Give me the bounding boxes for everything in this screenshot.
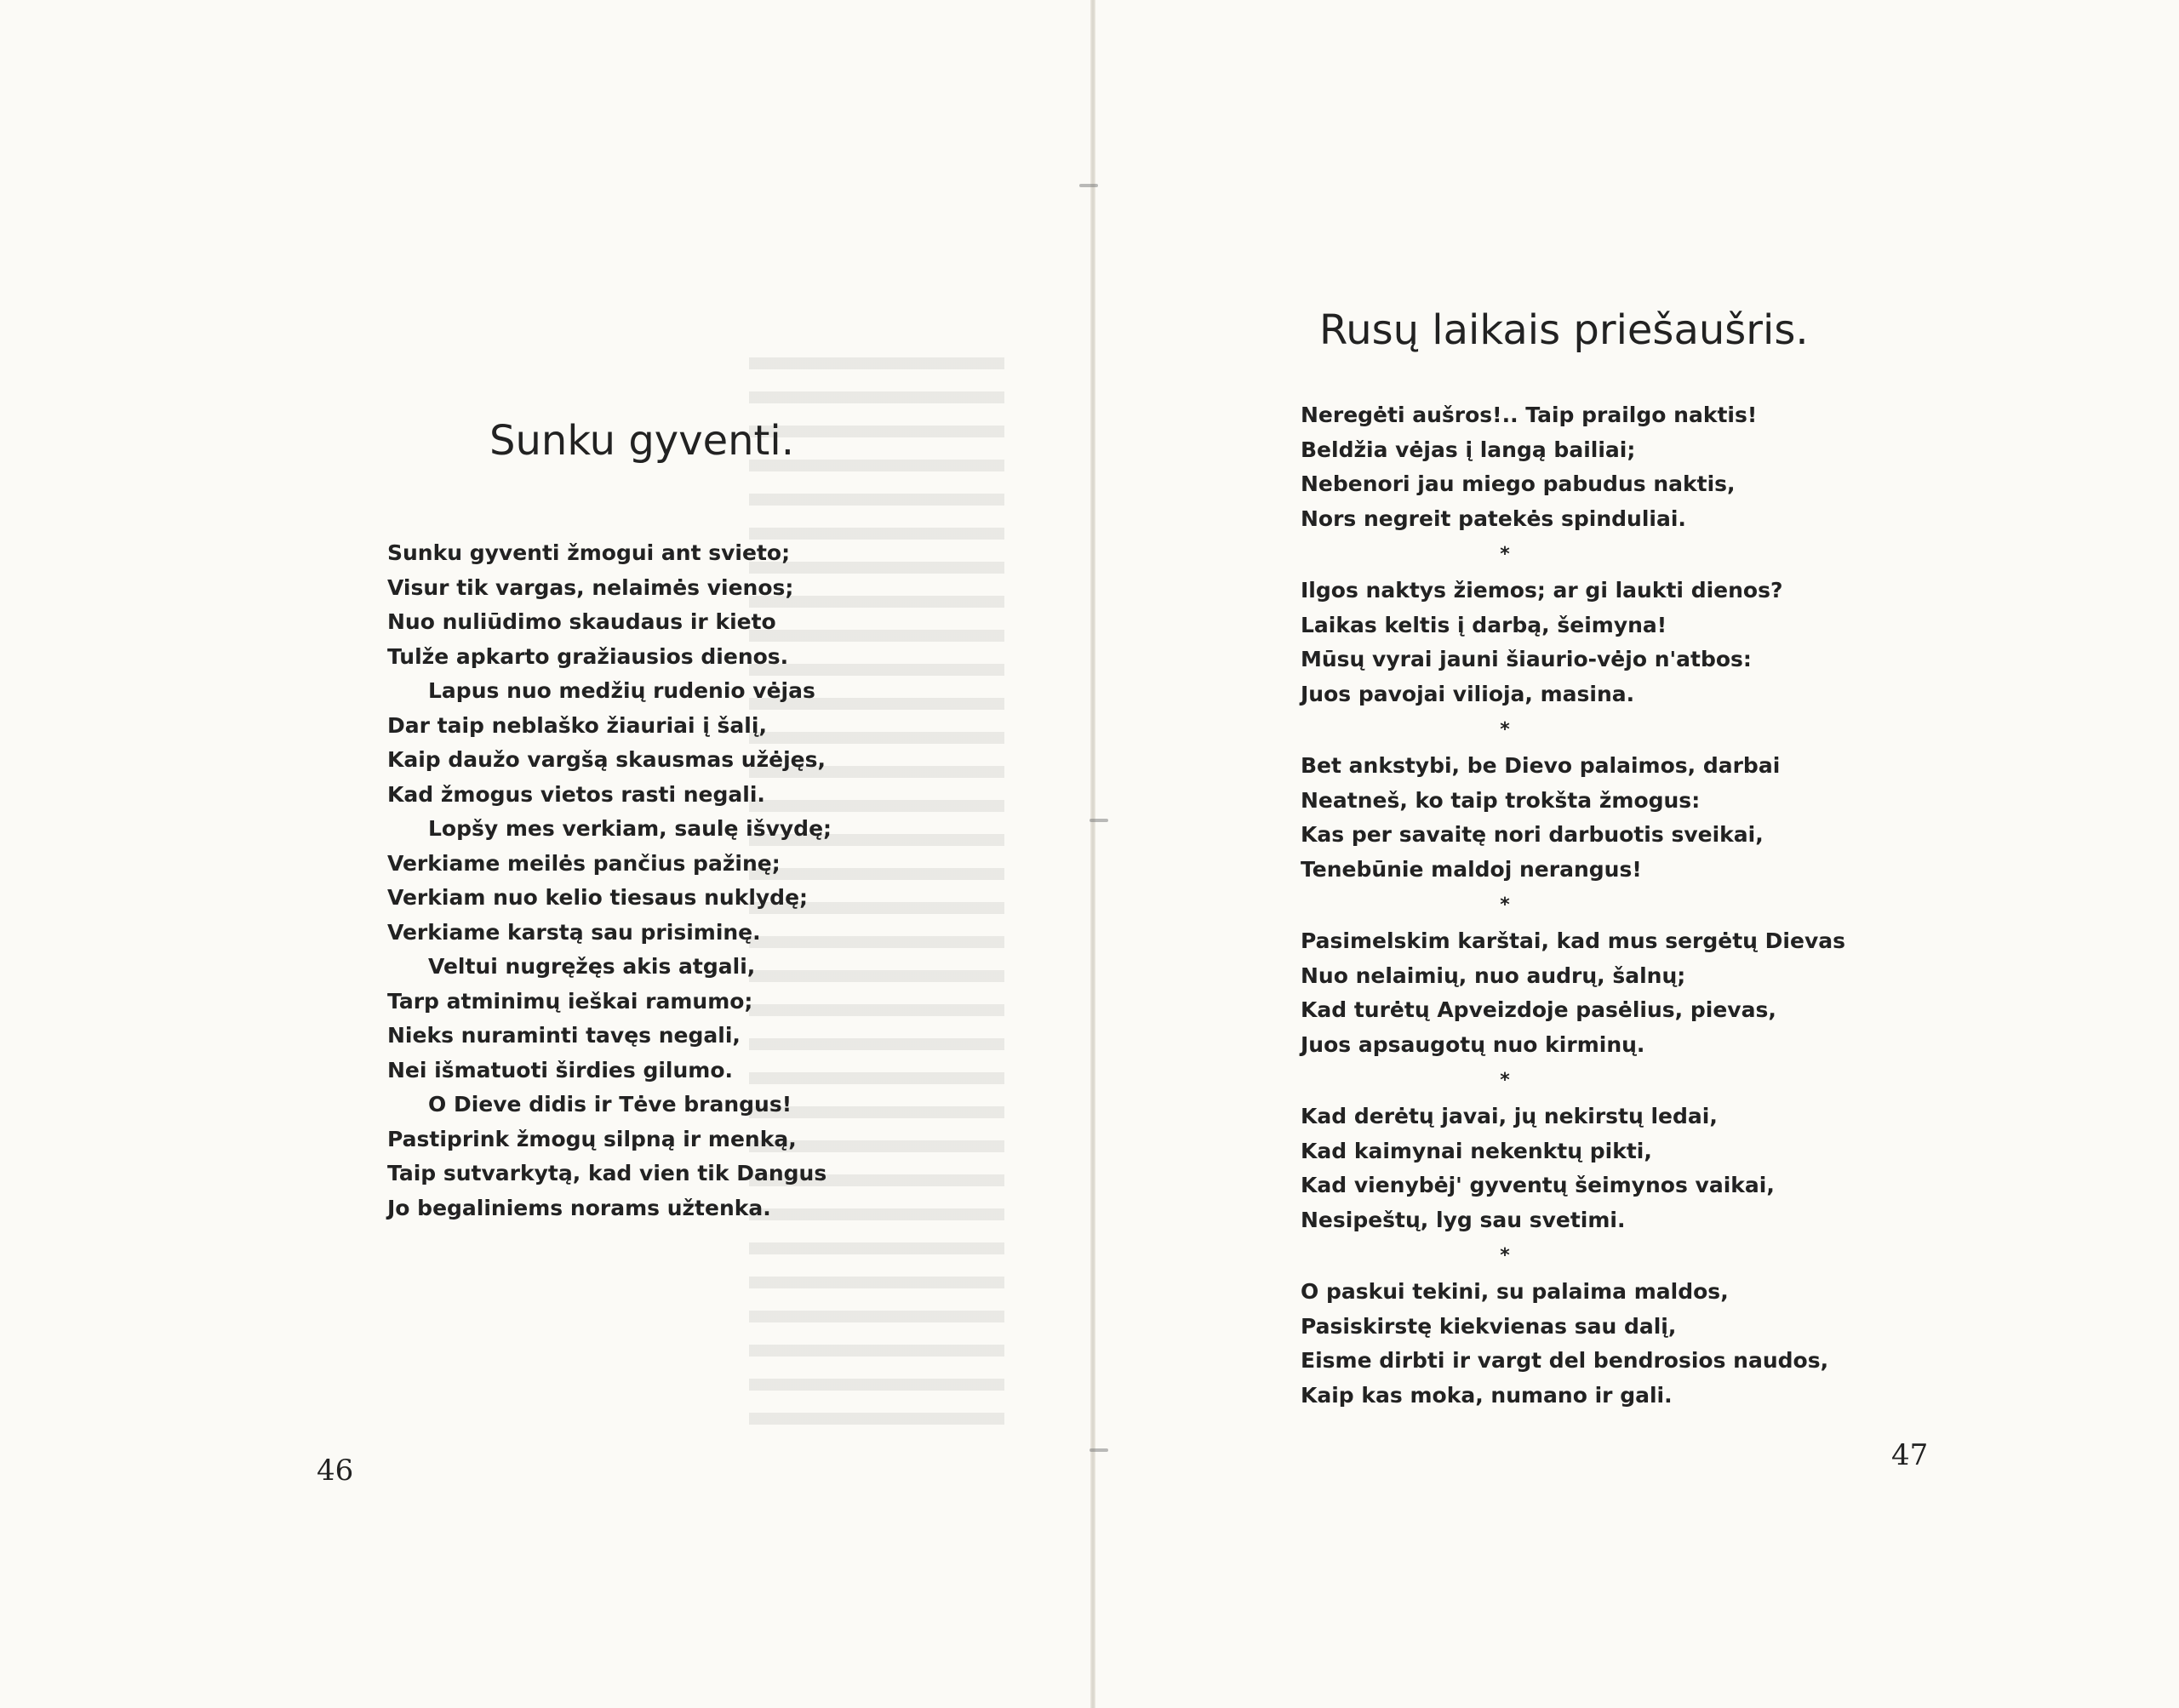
poem-line: Tarp atminimų ieškai ramumo; <box>387 988 753 1014</box>
poem-body <box>387 536 898 1225</box>
stanza <box>1301 1275 1896 1413</box>
poem-line: Nuo nelaimių, nuo audrų, šalnų; <box>1301 963 1686 988</box>
poem-title: Sunku gyventi. <box>489 417 794 465</box>
stanza <box>387 950 898 1088</box>
poem-body <box>1301 398 1896 1418</box>
poem-line: Pastiprink žmogų silpną ir menką, <box>387 1126 797 1151</box>
poem-line: Taip sutvarkytą, kad vien tik Dangus <box>387 1161 827 1185</box>
poem-line: Kaip kas moka, numano ir gali. <box>1301 1382 1673 1408</box>
poem-line: Nuo nuliūdimo skaudaus ir kieto <box>387 609 776 634</box>
poem-line: Verkiam nuo kelio tiesaus nuklydę; <box>387 885 809 910</box>
poem-line: Kad žmogus vietos rasti negali. <box>387 781 765 807</box>
poem-line: Kad kaimynai nekenktų pikti, <box>1301 1138 1652 1163</box>
poem-line: Lopšy mes verkiam, saulę išvydę; <box>428 816 832 841</box>
poem-line: Kas per savaitę nori darbuotis sveikai, <box>1301 822 1764 847</box>
poem-line: Kad derėtų javai, jų nekirstų ledai, <box>1301 1104 1718 1128</box>
poem-line: O Dieve didis ir Tėve brangus! <box>428 1092 792 1117</box>
stanza <box>387 1088 898 1225</box>
poem-line: Jo begaliniems norams užtenka. <box>387 1195 771 1220</box>
poem-line: Tenebūnie maldoj nerangus! <box>1301 856 1642 882</box>
poem-line: Lapus nuo medžių rudenio vėjas <box>428 678 815 703</box>
poem-line: Beldžia vėjas į langą bailiai; <box>1301 437 1636 462</box>
stanza <box>387 812 898 950</box>
poem-line: Veltui nugręžęs akis atgali, <box>428 954 756 979</box>
stanza-separator: * <box>1500 719 1510 740</box>
stanza-separator: * <box>1500 1245 1510 1266</box>
poem-line: Ilgos naktys žiemos; ar gi laukti dienos? <box>1301 578 1783 603</box>
gutter-mark <box>1090 819 1108 822</box>
poem-line: Sunku gyventi žmogui ant svieto; <box>387 540 791 565</box>
poem-line: Eisme dirbti ir vargt del bendrosios naudos, <box>1301 1348 1829 1373</box>
gutter-mark <box>1090 1448 1108 1452</box>
poem-line: Verkiame meilės pančius pažinę; <box>387 850 781 876</box>
poem-line: Kaip daužo vargšą skausmas užėjęs, <box>387 747 826 772</box>
poem-line: Neregėti aušros!.. Taip prailgo naktis! <box>1301 403 1758 427</box>
poem-line: Visur tik vargas, nelaimės vienos; <box>387 574 794 600</box>
poem-line: Laikas keltis į darbą, šeimyna! <box>1301 612 1667 637</box>
poem-line: Neatneš, ko taip trokšta žmogus: <box>1301 787 1701 813</box>
page-number: 46 <box>317 1454 354 1488</box>
poem-line: Nieks nuraminti tavęs negali, <box>387 1023 741 1048</box>
stanza <box>387 674 898 812</box>
poem-line: Pasimelskim karštai, kad mus sergėtų Dievas <box>1301 928 1845 953</box>
poem-line: Verkiame karstą sau prisiminę. <box>387 919 761 945</box>
poem-line: Kad turėtų Apveizdoje pasėlius, pievas, <box>1301 997 1776 1022</box>
gutter-mark <box>1079 184 1098 187</box>
stanza <box>1301 749 1896 887</box>
poem-line: Nors negreit patekės spinduliai. <box>1301 506 1686 531</box>
stanza <box>1301 924 1896 1062</box>
poem-line: Bet ankstybi, be Dievo palaimos, darbai <box>1301 753 1781 778</box>
poem-line: Juos apsaugotų nuo kirminų. <box>1301 1031 1645 1057</box>
poem-line: O paskui tekini, su palaima maldos, <box>1301 1279 1729 1304</box>
poem-line: Nesipeštų, lyg sau svetimi. <box>1301 1207 1626 1232</box>
poem-line: Tulže apkarto gražiausios dienos. <box>387 643 789 669</box>
stanza <box>1301 1100 1896 1237</box>
stanza <box>1301 574 1896 711</box>
poem-line: Kad vienybėj' gyventų šeimynos vaikai, <box>1301 1173 1775 1197</box>
stanza <box>387 536 898 674</box>
poem-line: Mūsų vyrai jauni šiaurio-vėjo n'atbos: <box>1301 647 1752 671</box>
stanza <box>1301 398 1896 536</box>
poem-line: Pasiskirstę kiekvienas sau dalį, <box>1301 1313 1677 1339</box>
poem-title: Rusų laikais priešaušris. <box>1319 306 1809 354</box>
poem-line: Juos pavojai vilioja, masina. <box>1301 681 1635 706</box>
stanza-separator: * <box>1500 894 1510 916</box>
stanza-separator: * <box>1500 544 1510 565</box>
stanza-separator: * <box>1500 1070 1510 1091</box>
page-number: 47 <box>1891 1438 1929 1472</box>
poem-line: Nei išmatuoti širdies gilumo. <box>387 1057 734 1082</box>
poem-line: Dar taip neblaško žiauriai į šalį, <box>387 712 767 738</box>
poem-line: Nebenori jau miego pabudus naktis, <box>1301 471 1736 496</box>
